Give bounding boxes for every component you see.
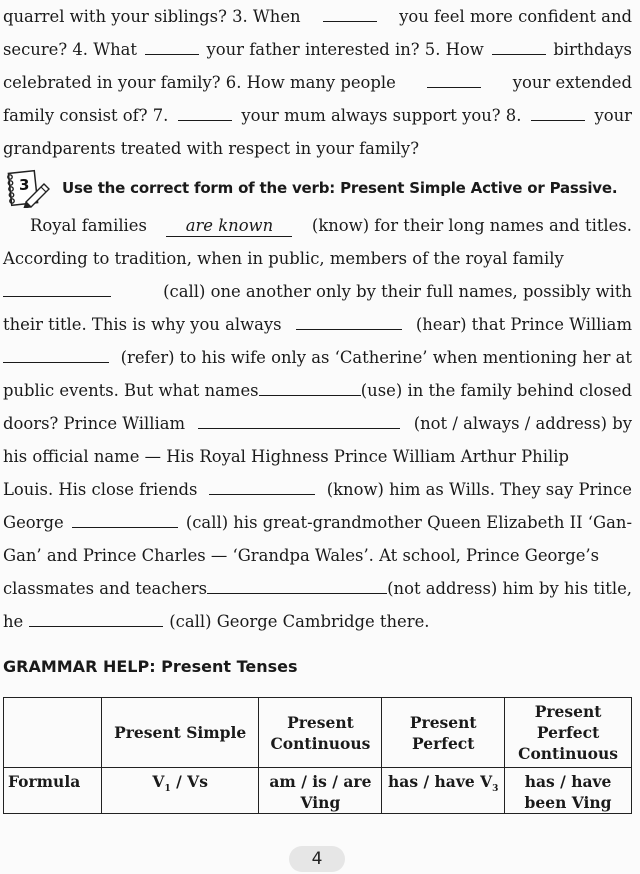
text-segment: (refer) to his wife only as ‘Catherine’ when mentioning her at <box>120 348 632 367</box>
answer-blank[interactable] <box>323 6 377 22</box>
text-segment: you feel more confident and <box>399 7 632 26</box>
exercise-line <box>3 275 632 308</box>
exercise-line <box>3 209 632 242</box>
text-segment: (not / always / address) by <box>413 414 632 433</box>
text-segment: your mum always support you? 8. <box>241 106 522 125</box>
exercise-line <box>3 242 632 275</box>
exercise-line <box>3 407 632 440</box>
text-line <box>3 0 632 33</box>
grammar-table <box>3 697 632 814</box>
answer-blank[interactable] <box>29 611 163 627</box>
text-segment: George <box>3 513 64 532</box>
table-header-row <box>4 698 632 768</box>
formula-present-perfect-continuous: has / have been Ving <box>505 768 632 814</box>
answer-blank[interactable] <box>3 347 109 363</box>
task-instruction: Use the correct form of the verb: Present Simple Active or Passive. <box>62 179 618 197</box>
text-segment: (not address) him by his title, <box>387 579 632 598</box>
page-number: 4 <box>289 846 345 872</box>
answer-blank[interactable] <box>178 105 232 121</box>
formula-present-simple: $V_1$ / Vs <box>101 768 259 814</box>
text-segment: doors? Prince William <box>3 414 186 433</box>
table-row <box>4 768 632 814</box>
header-present-perfect-continuous: Present Perfect Continuous <box>505 698 632 768</box>
exercise-line <box>3 605 632 638</box>
answer-blank[interactable] <box>259 380 361 396</box>
answer-blank[interactable] <box>3 281 111 297</box>
text-segment: (hear) that Prince William <box>415 315 632 334</box>
exercise-line <box>3 374 632 407</box>
grammar-help-title: GRAMMAR HELP: Present Tenses <box>3 657 298 676</box>
text-segment: secure? 4. What <box>3 40 137 59</box>
text-segment: (call) his great-grandmother Queen Elizabeth II ‘Gan- <box>185 513 632 532</box>
header-present-perfect: Present Perfect <box>382 698 505 768</box>
text-segment: your father interested in? 5. How <box>206 40 484 59</box>
text-segment: Royal families <box>30 216 147 235</box>
exercise-line <box>3 539 632 572</box>
formula-present-perfect: has / have $V_3$ <box>382 768 505 814</box>
text-segment: (use) in the family behind closed <box>360 381 632 400</box>
exercise-line <box>3 506 632 539</box>
text-segment: celebrated in your family? 6. How many people <box>3 73 396 92</box>
text-segment: your <box>594 106 632 125</box>
text-segment: your extended <box>512 73 632 92</box>
text-segment: he <box>3 612 24 631</box>
exercise-line <box>3 341 632 374</box>
answer-blank[interactable] <box>492 39 546 55</box>
exercise-line <box>3 473 632 506</box>
text-segment: classmates and teachers <box>3 579 208 598</box>
text-segment: their title. This is why you always <box>3 315 282 334</box>
formula-present-continuous: am / is / are Ving <box>259 768 382 814</box>
text-segment: grandparents treated with respect in your family? <box>3 139 419 158</box>
answer-blank[interactable] <box>209 479 315 495</box>
table-corner-cell <box>4 698 102 768</box>
text-segment: (call) George Cambridge there. <box>169 612 430 631</box>
task-number: 3 <box>19 176 30 194</box>
answer-blank[interactable] <box>145 39 199 55</box>
answer-blank[interactable] <box>198 413 400 429</box>
text-segment: (know) him as Wills. They say Prince <box>326 480 632 499</box>
header-present-simple: Present Simple <box>101 698 259 768</box>
text-segment: family consist of? 7. <box>3 106 169 125</box>
answer-blank[interactable] <box>531 105 585 121</box>
task-header <box>4 168 624 208</box>
header-present-continuous: Present Continuous <box>259 698 382 768</box>
notebook-pencil-icon <box>4 168 54 208</box>
example-answer: are known <box>166 216 292 237</box>
answer-blank[interactable] <box>296 314 402 330</box>
exercise-line <box>3 308 632 341</box>
text-segment: his official name — His Royal Highness Prince William Arthur Philip <box>3 447 569 466</box>
answer-blank[interactable] <box>72 512 178 528</box>
text-segment: Gan’ and Prince Charles — ‘Grandpa Wales’. At school, Prince George’s <box>3 546 600 565</box>
text-segment: (call) one another only by their full names, possibly with <box>163 282 632 301</box>
exercise-line <box>3 440 632 473</box>
text-segment: quarrel with your siblings? 3. When <box>3 7 301 26</box>
text-line <box>3 66 632 99</box>
answer-blank[interactable] <box>427 72 481 88</box>
text-line <box>3 33 632 66</box>
text-segment: According to tradition, when in public, members of the royal family <box>3 249 564 268</box>
text-line <box>3 99 632 132</box>
text-segment: birthdays <box>553 40 632 59</box>
exercise-line <box>3 572 632 605</box>
row-label-formula: Formula <box>4 768 102 814</box>
text-segment: Louis. His close friends <box>3 480 198 499</box>
text-segment: public events. But what names <box>3 381 259 400</box>
text-line <box>3 132 632 165</box>
answer-blank[interactable] <box>207 578 387 594</box>
text-segment: (know) for their long names and titles. <box>311 216 632 235</box>
